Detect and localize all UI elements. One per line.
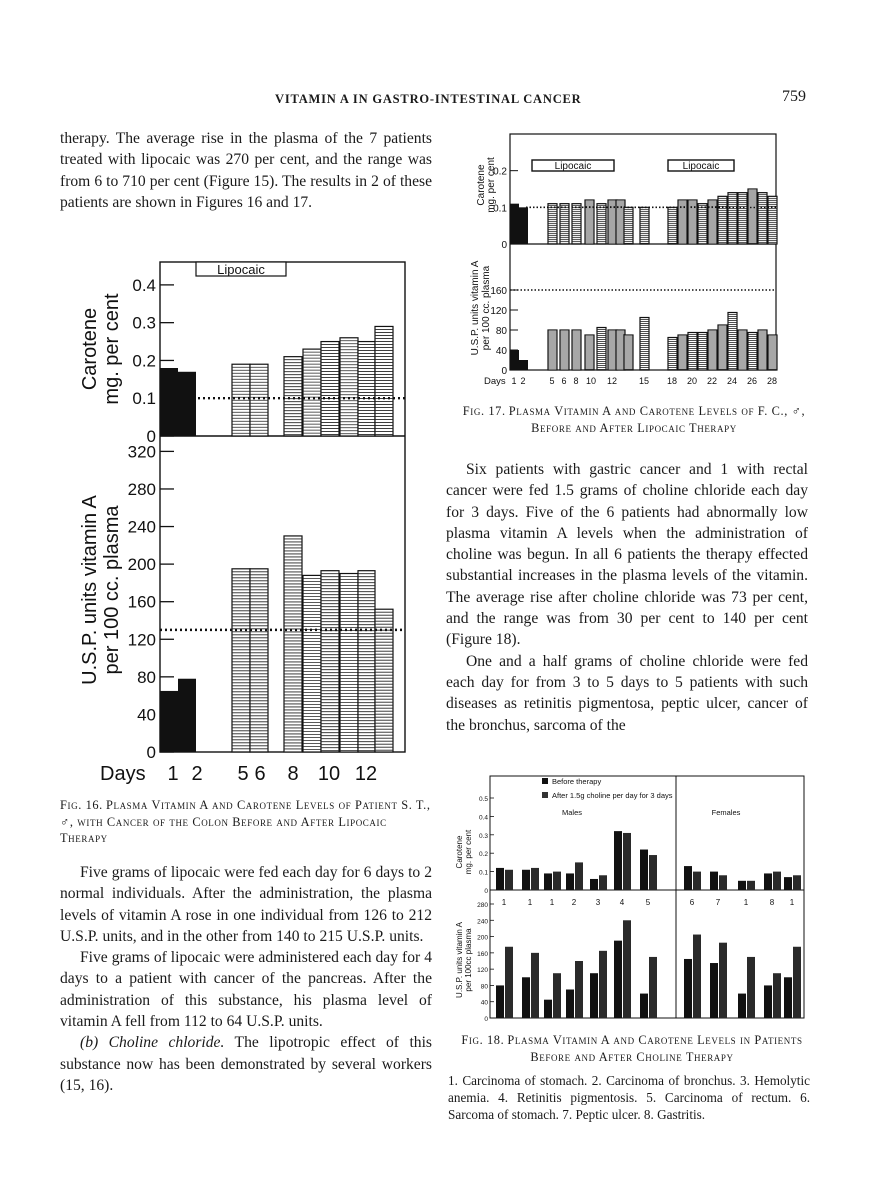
fig16-carotene-tick-label: 0.1 bbox=[132, 389, 156, 409]
fig18-carotene-tick-label: 0.2 bbox=[478, 851, 488, 859]
fig17-carotene-bar bbox=[597, 204, 606, 244]
fig17-vita-tick-label: 40 bbox=[495, 346, 507, 357]
fig17-vita-bar bbox=[624, 335, 633, 370]
fig17-vita-bar bbox=[728, 313, 737, 371]
fig16-carotene-bar bbox=[250, 364, 268, 436]
fig17-carotene-bar bbox=[678, 200, 687, 244]
fig16-vita-bar bbox=[303, 575, 321, 752]
choline-chloride-heading: (b) Choline chloride. bbox=[80, 1034, 225, 1052]
fig18-vita-tick-label: 0 bbox=[484, 1016, 488, 1023]
fig18-carotene-before-bar bbox=[590, 879, 598, 890]
fig18-carotene-after-bar bbox=[623, 833, 631, 890]
fig18-carotene-after-bar bbox=[575, 862, 583, 890]
fig18-carotene-after-bar bbox=[773, 872, 781, 890]
fig16-vita-tick-label: 240 bbox=[127, 517, 156, 537]
fig17-carotene-bar bbox=[668, 207, 677, 244]
fig17-day-tick: 22 bbox=[706, 376, 718, 386]
fig18-legend-after-label: After 1.5g choline per day for 3 days bbox=[552, 791, 673, 800]
left-paragraph-4 bbox=[60, 1032, 432, 1096]
left-paragraph-4-text: The lipotropic effect of this substance now has been demonstrated by several workers (15, 16). bbox=[60, 1034, 432, 1094]
fig17-vita-bar bbox=[640, 318, 649, 371]
fig17-vita-bar bbox=[519, 360, 528, 370]
fig18-vita-after-bar bbox=[773, 973, 781, 1018]
fig17-vita-bar bbox=[572, 330, 581, 370]
fig16-carotene-ylabel-2: mg. per cent bbox=[101, 293, 123, 405]
fig18-vita-before-bar bbox=[590, 973, 598, 1018]
fig17-carotene-bar bbox=[560, 204, 569, 244]
fig17-day-tick: 26 bbox=[746, 376, 758, 386]
fig16-carotene-tick-label: 0.3 bbox=[132, 313, 156, 333]
fig18-vita-tick-label: 80 bbox=[480, 983, 488, 991]
fig17-vita-ylabel-2: per 100 cc. plasma bbox=[481, 265, 492, 351]
fig16-carotene-bar bbox=[375, 326, 393, 436]
fig18-vita-after-bar bbox=[693, 935, 701, 1018]
fig18-patient-number: 2 bbox=[571, 898, 577, 907]
fig17-day-tick: 8 bbox=[573, 376, 579, 386]
fig18-carotene-before-bar bbox=[522, 870, 530, 890]
fig18-carotene-before-bar bbox=[496, 868, 504, 890]
fig17-carotene-bar bbox=[768, 196, 777, 244]
fig18-vita-after-bar bbox=[747, 957, 755, 1018]
fig16-vita-bar bbox=[340, 574, 358, 752]
fig18-patient-number: 5 bbox=[645, 898, 651, 907]
fig17-day-tick: 6 bbox=[561, 376, 567, 386]
fig16-vita-bar bbox=[178, 679, 196, 752]
fig16-day-tick: 5 bbox=[237, 763, 249, 785]
fig18-vita-after-bar bbox=[553, 973, 561, 1018]
fig17-vita-bar bbox=[597, 328, 606, 371]
fig18-carotene-after-bar bbox=[531, 868, 539, 890]
fig18-vita-after-bar bbox=[793, 947, 801, 1018]
fig17-chart bbox=[448, 130, 808, 392]
fig16-carotene-bar bbox=[232, 364, 250, 436]
fig17-carotene-bar bbox=[572, 204, 581, 244]
fig18-caption-label: Fig. 18. bbox=[461, 1033, 505, 1047]
fig18-vita-before-bar bbox=[684, 959, 692, 1018]
fig18-vita-before-bar bbox=[640, 994, 648, 1018]
fig17-vita-bar bbox=[708, 330, 717, 370]
fig18-vita-tick-label: 40 bbox=[480, 999, 488, 1007]
fig18-carotene-after-bar bbox=[693, 872, 701, 890]
fig17-vita-bar bbox=[698, 333, 707, 371]
fig17-vita-tick-label: 0 bbox=[501, 366, 507, 377]
fig18-vita-before-bar bbox=[544, 1000, 552, 1018]
fig18-patient-number: 1 bbox=[501, 898, 507, 907]
fig16-day-tick: 1 bbox=[167, 763, 179, 785]
fig17-carotene-bar bbox=[548, 204, 557, 244]
fig16-day-tick: 8 bbox=[287, 763, 299, 785]
fig17-vita-bar bbox=[748, 333, 757, 371]
fig18-patient-number: 8 bbox=[769, 898, 775, 907]
fig18-carotene-after-bar bbox=[747, 881, 755, 890]
fig17-carotene-bar bbox=[738, 193, 747, 244]
page-number: 759 bbox=[782, 88, 806, 105]
fig16-caption-label: Fig. 16. bbox=[60, 798, 103, 812]
fig18-vita-after-bar bbox=[719, 943, 727, 1018]
fig16-vita-tick-label: 200 bbox=[127, 555, 156, 575]
fig16-carotene-tick-label: 0.4 bbox=[132, 275, 156, 295]
fig16-days-label: Days bbox=[100, 763, 146, 785]
fig18-carotene-before-bar bbox=[544, 873, 552, 890]
fig18-patient-number: 1 bbox=[743, 898, 749, 907]
fig18-patient-number: 1 bbox=[549, 898, 555, 907]
fig18-patient-number: 6 bbox=[689, 898, 695, 907]
right-paragraph-2: One and a half grams of choline chloride were fed each day for from 3 to 5 days to 5 patients with such diseases as retinitis pigmentosa, peptic ulcer, cancer of the bronchus, sarcoma of the bbox=[446, 652, 808, 734]
fig18-patient-number: 1 bbox=[789, 898, 795, 907]
fig17-vita-tick-label: 120 bbox=[490, 306, 507, 317]
left-paragraph-1: therapy. The average rise in the plasma of the 7 patients treated with lipocaic was 270 per cent, and the range was from 6 to 710 per cent (Figure 15). The results in 2 of these patients are shown in Figures 16 and 17. bbox=[60, 130, 432, 211]
fig16-day-tick: 2 bbox=[191, 763, 203, 785]
left-paragraph-2: Five grams of lipocaic were fed each day for 6 days to 2 normal individuals. After the administration, the plasma levels of vitamin A rose in one individual from 126 to 212 U.S.P. units, and in the other from 140 to 215 U.S.P. units. bbox=[60, 864, 432, 945]
fig18-vita-after-bar bbox=[599, 951, 607, 1018]
fig18-patient-number: 1 bbox=[527, 898, 533, 907]
fig18-vita-before-bar bbox=[764, 985, 772, 1018]
fig18-vita-after-bar bbox=[575, 961, 583, 1018]
fig18-carotene-before-bar bbox=[738, 881, 746, 890]
fig18-legend-before-swatch bbox=[542, 778, 548, 784]
fig17-carotene-bar bbox=[640, 207, 649, 244]
fig16-vita-bar bbox=[232, 569, 250, 752]
right-column-text bbox=[446, 459, 808, 736]
fig17-vita-tick-label: 160 bbox=[490, 286, 507, 297]
fig18-carotene-after-bar bbox=[505, 870, 513, 890]
fig18-carotene-before-bar bbox=[566, 873, 574, 890]
fig16-carotene-bar-outline bbox=[358, 342, 375, 436]
fig18-carotene-after-bar bbox=[553, 872, 561, 890]
fig18-caption bbox=[448, 1032, 816, 1065]
fig17-carotene-bar bbox=[688, 200, 697, 244]
fig16-chart bbox=[60, 250, 440, 790]
fig17-vita-bar bbox=[548, 330, 557, 370]
fig17-caption bbox=[448, 403, 820, 436]
fig17-vita-bar bbox=[585, 335, 594, 370]
fig17-carotene-tick-label: 0 bbox=[501, 240, 507, 251]
fig16-carotene-bar-outline bbox=[303, 349, 321, 436]
fig18-females-label: Females bbox=[711, 808, 741, 817]
fig16-vita-ylabel-2: per 100 cc. plasma bbox=[101, 505, 123, 675]
fig17-day-tick: 20 bbox=[686, 376, 698, 386]
fig16-vita-tick-label: 80 bbox=[137, 667, 156, 687]
fig17-vita-bar bbox=[718, 325, 727, 370]
fig18-carotene-after-bar bbox=[649, 855, 657, 890]
fig18-carotene-before-bar bbox=[684, 866, 692, 890]
fig17-lipocaic-label-1: Lipocaic bbox=[554, 161, 592, 172]
fig18-carotene-after-bar bbox=[719, 875, 727, 890]
fig16-vita-bar bbox=[250, 569, 268, 752]
fig18-vita-tick-label: 280 bbox=[477, 902, 488, 909]
fig18-legend-notes: 1. Carcinoma of stomach. 2. Carcinoma of bronchus. 3. Hemolytic anemia. 4. Retinitis pigmentosis. 5. Carcinoma of rectum. 6. Sarcoma of stomach. 7. Peptic ulcer. 8. Gastritis. bbox=[448, 1073, 810, 1122]
fig16-carotene-bar-outline bbox=[321, 342, 339, 436]
fig16-vita-bar bbox=[321, 571, 339, 752]
fig17-day-tick: 2 bbox=[520, 376, 526, 386]
fig16-vita-bar bbox=[358, 571, 375, 752]
fig17-day-tick: 28 bbox=[766, 376, 778, 386]
fig17-carotene-bar bbox=[510, 204, 519, 244]
fig16-carotene-bar bbox=[358, 342, 375, 436]
fig17-vita-bar bbox=[668, 338, 677, 371]
fig17-carotene-tick-label: 0.1 bbox=[493, 203, 507, 215]
fig18-carotene-tick-label: 0.5 bbox=[478, 796, 488, 803]
fig17-carotene-bar bbox=[758, 193, 767, 244]
fig18-chart bbox=[448, 772, 808, 1028]
fig18-vita-tick-label: 120 bbox=[477, 967, 488, 975]
left-column-bottom bbox=[60, 862, 432, 1096]
fig17-carotene-bar bbox=[748, 189, 757, 244]
fig18-carotene-before-bar bbox=[784, 877, 792, 890]
fig16-lipocaic-label: Lipocaic bbox=[217, 262, 265, 277]
fig17-carotene-bar bbox=[728, 193, 737, 244]
fig18-carotene-after-bar bbox=[793, 875, 801, 890]
fig16-caption bbox=[60, 797, 432, 847]
fig17-vita-ylabel-1: U.S.P. units vitamin A bbox=[470, 260, 481, 356]
fig18-legend-after-swatch bbox=[542, 792, 548, 798]
fig16-vita-tick-label: 0 bbox=[146, 743, 156, 762]
fig18-carotene-ylabel-2: mg. per cent bbox=[464, 829, 473, 875]
fig17-carotene-bar bbox=[718, 196, 727, 244]
fig18-vita-tick-label: 200 bbox=[477, 934, 488, 942]
fig16-carotene-bar bbox=[160, 368, 178, 436]
fig16-vita-tick-label: 320 bbox=[127, 442, 156, 462]
fig17-vita-bar bbox=[560, 330, 569, 370]
fig17-carotene-ylabel-2: mg. per cent bbox=[486, 157, 497, 213]
fig17-day-tick: 15 bbox=[638, 376, 650, 386]
fig18-carotene-before-bar bbox=[614, 831, 622, 890]
fig16-carotene-bar bbox=[303, 349, 321, 436]
fig17-vita-bar bbox=[688, 333, 697, 371]
running-title: VITAMIN A IN GASTRO-INTESTINAL CANCER bbox=[275, 92, 582, 106]
fig18-vita-before-bar bbox=[522, 977, 530, 1018]
fig18-vita-tick-label: 160 bbox=[477, 950, 488, 958]
fig16-day-tick: 12 bbox=[354, 763, 378, 785]
fig16-day-tick: 10 bbox=[317, 763, 341, 785]
fig17-day-tick: 18 bbox=[666, 376, 678, 386]
fig18-carotene-tick-label: 0.3 bbox=[478, 832, 488, 840]
fig18-vita-before-bar bbox=[566, 990, 574, 1019]
fig18-carotene-tick-label: 0.4 bbox=[478, 814, 488, 822]
fig17-carotene-bar bbox=[624, 207, 633, 244]
fig18-vita-before-bar bbox=[784, 977, 792, 1018]
fig16-vita-bar bbox=[284, 536, 302, 752]
fig17-lipocaic-label-2: Lipocaic bbox=[682, 161, 720, 172]
fig18-vita-after-bar bbox=[531, 953, 539, 1018]
right-paragraph-1: Six patients with gastric cancer and 1 with rectal cancer were fed 1.5 grams of choline chloride each day for 3 days. Five of the 6 patients had abnormally low plasma vitamin A levels when the administration of choline was begun. In all 6 patients the therapy effected substantial increases in the plasma levels of the vitamin. The average rise after choline chloride was 73 per cent, and the range was from 30 per cent to 140 per cent (Figure 18). bbox=[446, 461, 808, 649]
fig18-carotene-before-bar bbox=[764, 873, 772, 890]
fig18-vita-before-bar bbox=[710, 963, 718, 1018]
fig18-plot bbox=[455, 776, 804, 1023]
fig16-carotene-bar bbox=[321, 342, 339, 436]
fig16-carotene-ylabel-1: Carotene bbox=[79, 307, 101, 391]
fig17-vita-tick-label: 80 bbox=[495, 326, 507, 337]
fig16-carotene-bar bbox=[284, 357, 302, 436]
fig16-caption-text: Plasma Vitamin A and Carotene Levels of Patient S. T., ♂, with Cancer of the Colon Before and After Lipocaic Therapy bbox=[60, 798, 431, 845]
fig18-males-label: Males bbox=[561, 808, 583, 817]
fig16-day-tick: 6 bbox=[254, 763, 266, 785]
fig17-carotene-ylabel-1: Carotene bbox=[476, 164, 487, 206]
fig18-carotene-tick-label: 0.1 bbox=[478, 869, 488, 877]
fig17-day-tick: 24 bbox=[726, 376, 738, 386]
fig17-vita-bar bbox=[768, 335, 777, 370]
fig18-vita-ylabel-2: per 100cc plasma bbox=[464, 928, 473, 992]
fig18-patient-number: 7 bbox=[715, 898, 721, 907]
fig18-vita-ylabel-1: U.S.P. units vitamin A bbox=[455, 922, 464, 998]
fig18-carotene-tick-label: 0 bbox=[484, 888, 488, 895]
fig18-vita-after-bar bbox=[649, 957, 657, 1018]
fig16-carotene-tick-label: 0.2 bbox=[132, 351, 156, 371]
fig18-vita-before-bar bbox=[738, 994, 746, 1018]
fig18-vita-after-bar bbox=[505, 947, 513, 1018]
fig17-carotene-tick-label: 0.2 bbox=[493, 166, 507, 178]
fig17-days-label: Days bbox=[484, 376, 506, 387]
fig16-carotene-bar bbox=[340, 338, 358, 436]
fig17-vita-bar bbox=[758, 330, 767, 370]
fig18-patient-number: 4 bbox=[619, 898, 625, 907]
fig17-vita-bar bbox=[510, 350, 519, 370]
fig16-carotene-bar bbox=[178, 372, 196, 436]
fig17-carotene-bar bbox=[519, 207, 528, 244]
fig16-vita-tick-label: 120 bbox=[127, 630, 156, 650]
fig17-day-tick: 5 bbox=[549, 376, 555, 386]
fig18-carotene-ylabel-1: Carotene bbox=[455, 835, 464, 869]
fig18-vita-before-bar bbox=[496, 985, 504, 1018]
fig17-plot bbox=[470, 134, 777, 387]
left-paragraph-3: Five grams of lipocaic were administered each day for 4 days to a patient with cancer of the pancreas. After the administration of this substance, his plasma level of vitamin A fell from 112 to 64 U.S.P. units. bbox=[60, 949, 432, 1031]
fig17-caption-label: Fig. 17. bbox=[462, 404, 506, 418]
fig17-vita-bar bbox=[678, 335, 687, 370]
fig17-vita-bar-outline bbox=[728, 313, 737, 371]
fig18-caption-text: Plasma Vitamin A and Carotene Levels in Patients Before and After Choline Therapy bbox=[507, 1033, 803, 1064]
fig18-carotene-before-bar bbox=[640, 850, 648, 890]
fig17-day-tick: 12 bbox=[606, 376, 618, 386]
fig16-vita-tick-label: 40 bbox=[137, 705, 156, 725]
fig16-vita-tick-label: 160 bbox=[127, 592, 156, 612]
fig18-carotene-before-bar bbox=[710, 872, 718, 890]
fig17-vita-bar bbox=[738, 330, 747, 370]
left-column-top bbox=[60, 128, 432, 213]
fig18-carotene-after-bar bbox=[599, 875, 607, 890]
fig17-caption-text: Plasma Vitamin A and Carotene Levels of F. C., ♂, Before and After Lipocaic Therapy bbox=[508, 404, 806, 435]
fig18-legend-before-label: Before therapy bbox=[552, 777, 602, 786]
fig18-patient-number: 3 bbox=[595, 898, 601, 907]
fig18-vita-tick-label: 240 bbox=[477, 918, 488, 926]
fig17-carotene-bar bbox=[698, 204, 707, 244]
fig18-vita-before-bar bbox=[614, 941, 622, 1018]
fig16-vita-bar bbox=[160, 691, 178, 752]
fig18-vita-after-bar bbox=[623, 920, 631, 1018]
fig16-plot bbox=[79, 262, 405, 785]
fig16-carotene-tick-label: 0 bbox=[146, 427, 156, 446]
fig16-vita-ylabel-1: U.S.P. units vitamin A bbox=[79, 495, 101, 685]
fig16-vita-tick-label: 280 bbox=[127, 479, 156, 499]
fig17-day-tick: 1 bbox=[511, 376, 517, 386]
fig17-day-tick: 10 bbox=[585, 376, 597, 386]
